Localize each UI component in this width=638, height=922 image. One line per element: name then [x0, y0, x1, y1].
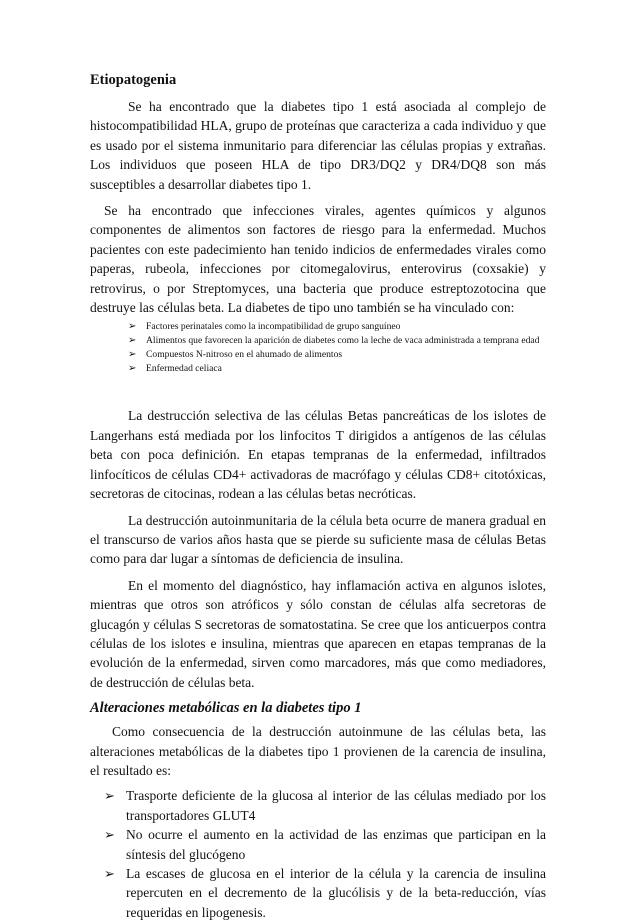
section-heading-etiopatogenia: Etiopatogenia — [90, 72, 177, 88]
list-item: ➢ Trasporte deficiente de la glucosa al interior de las células mediado por los transportadores GLUT4 — [104, 788, 546, 823]
spacer — [90, 194, 546, 201]
risk-factor-list — [90, 320, 546, 376]
spacer — [90, 504, 546, 511]
paragraph-beta-destruction: La destrucción selectiva de las células Betas pancreáticas de los islotes de Langerhans está mediada por los linfocitos T dirigidos a antígenos de las células beta con poca definición. En etapas tempranas de la enfermedad, infiltrados linfocíticos de células CD4+ activadoras de macrófago y células CD8+ citotóxicas, secretoras de citocinas, rodean a las células betas necróticas. — [90, 408, 546, 502]
list-item: ➢ Enfermedad celiaca — [128, 363, 222, 375]
metabolic-list — [90, 786, 546, 922]
arrow-bullet-icon: ➢ — [128, 363, 137, 375]
list-item: ➢ Alimentos que favorecen la aparición de diabetes como la leche de vaca administrada a temprana edad — [128, 335, 540, 347]
paragraph-autoimmune: La destrucción autoinmunitaria de la célula beta ocurre de manera gradual en el transcurso de varios años hasta que se pierde su suficiente masa de células Betas como para dar lugar a síntomas de deficiencia de insulina. — [90, 512, 546, 567]
arrow-bullet-icon: ➢ — [128, 335, 137, 347]
list-item: ➢ La escases de glucosa en el interior de la célula y la carencia de insulina repercuten en el decremento de la glucólisis y de la beta-reducción, vías requeridas en lipogenesis. — [104, 866, 546, 920]
list-item: ➢ Factores perinatales como la incompatibilidad de grupo sanguíneo — [128, 321, 401, 333]
spacer — [90, 569, 546, 576]
arrow-bullet-icon: ➢ — [128, 349, 137, 361]
list-item: ➢ No ocurre el aumento en la actividad de las enzimas que participan en la síntesis del glucógeno — [104, 827, 546, 862]
section-heading-metabolic: Alteraciones metabólicas en la diabetes tipo 1 — [90, 700, 362, 717]
arrow-bullet-icon: ➢ — [104, 866, 115, 881]
paragraph-diagnosis: En el momento del diagnóstico, hay inflamación activa en algunos islotes, mientras que otros son atróficos y sólo constan de células alfa secretoras de glucagón y células S secretoras de somatostatina. Se cree que los anticuerpos contra células de los islotes e insulina, mientras que aparecen en etapas tempranas de la evolución de la enfermedad, sirven como marcadores, más que como mediadores, de destrucción de células beta. — [90, 577, 546, 690]
arrow-bullet-icon: ➢ — [104, 827, 115, 843]
arrow-bullet-icon: ➢ — [128, 321, 137, 333]
paragraph-risk-factors: Se ha encontrado que infecciones virales, agentes químicos y algunos componentes de alimentos son factores de riesgo para la enfermedad. Muchos pacientes con este padecimiento han tenido indicios de enfermedades virales como paperas, rubeola, infecciones por citomegalovirus, enterovirus (coxsakie) y retrovirus, o por Streptomyces, una bacteria que produce estreptozotocina que destruye las células beta. La diabetes de tipo uno también se ha vinculado con: — [90, 203, 546, 316]
list-item: ➢ Compuestos N-nitroso en el ahumado de alimentos — [128, 349, 343, 361]
spacer — [90, 376, 546, 406]
paragraph-hla: Se ha encontrado que la diabetes tipo 1 está asociada al complejo de histocompatibilidad HLA, grupo de proteínas que caracteriza a cada individuo y que es usado por el sistema inmunitario para diferenciar las células propias y extrañas. Los individuos que poseen HLA de tipo DR3/DQ2 y DR4/DQ8 son más susceptibles a desarrollar diabetes tipo 1. — [90, 99, 546, 192]
arrow-bullet-icon: ➢ — [104, 788, 115, 804]
paragraph-consequence: Como consecuencia de la destrucción autoinmune de las células beta, las alteraciones metabólicas de la diabetes tipo 1 provienen de la carencia de insulina, el resultado es: — [90, 724, 546, 778]
